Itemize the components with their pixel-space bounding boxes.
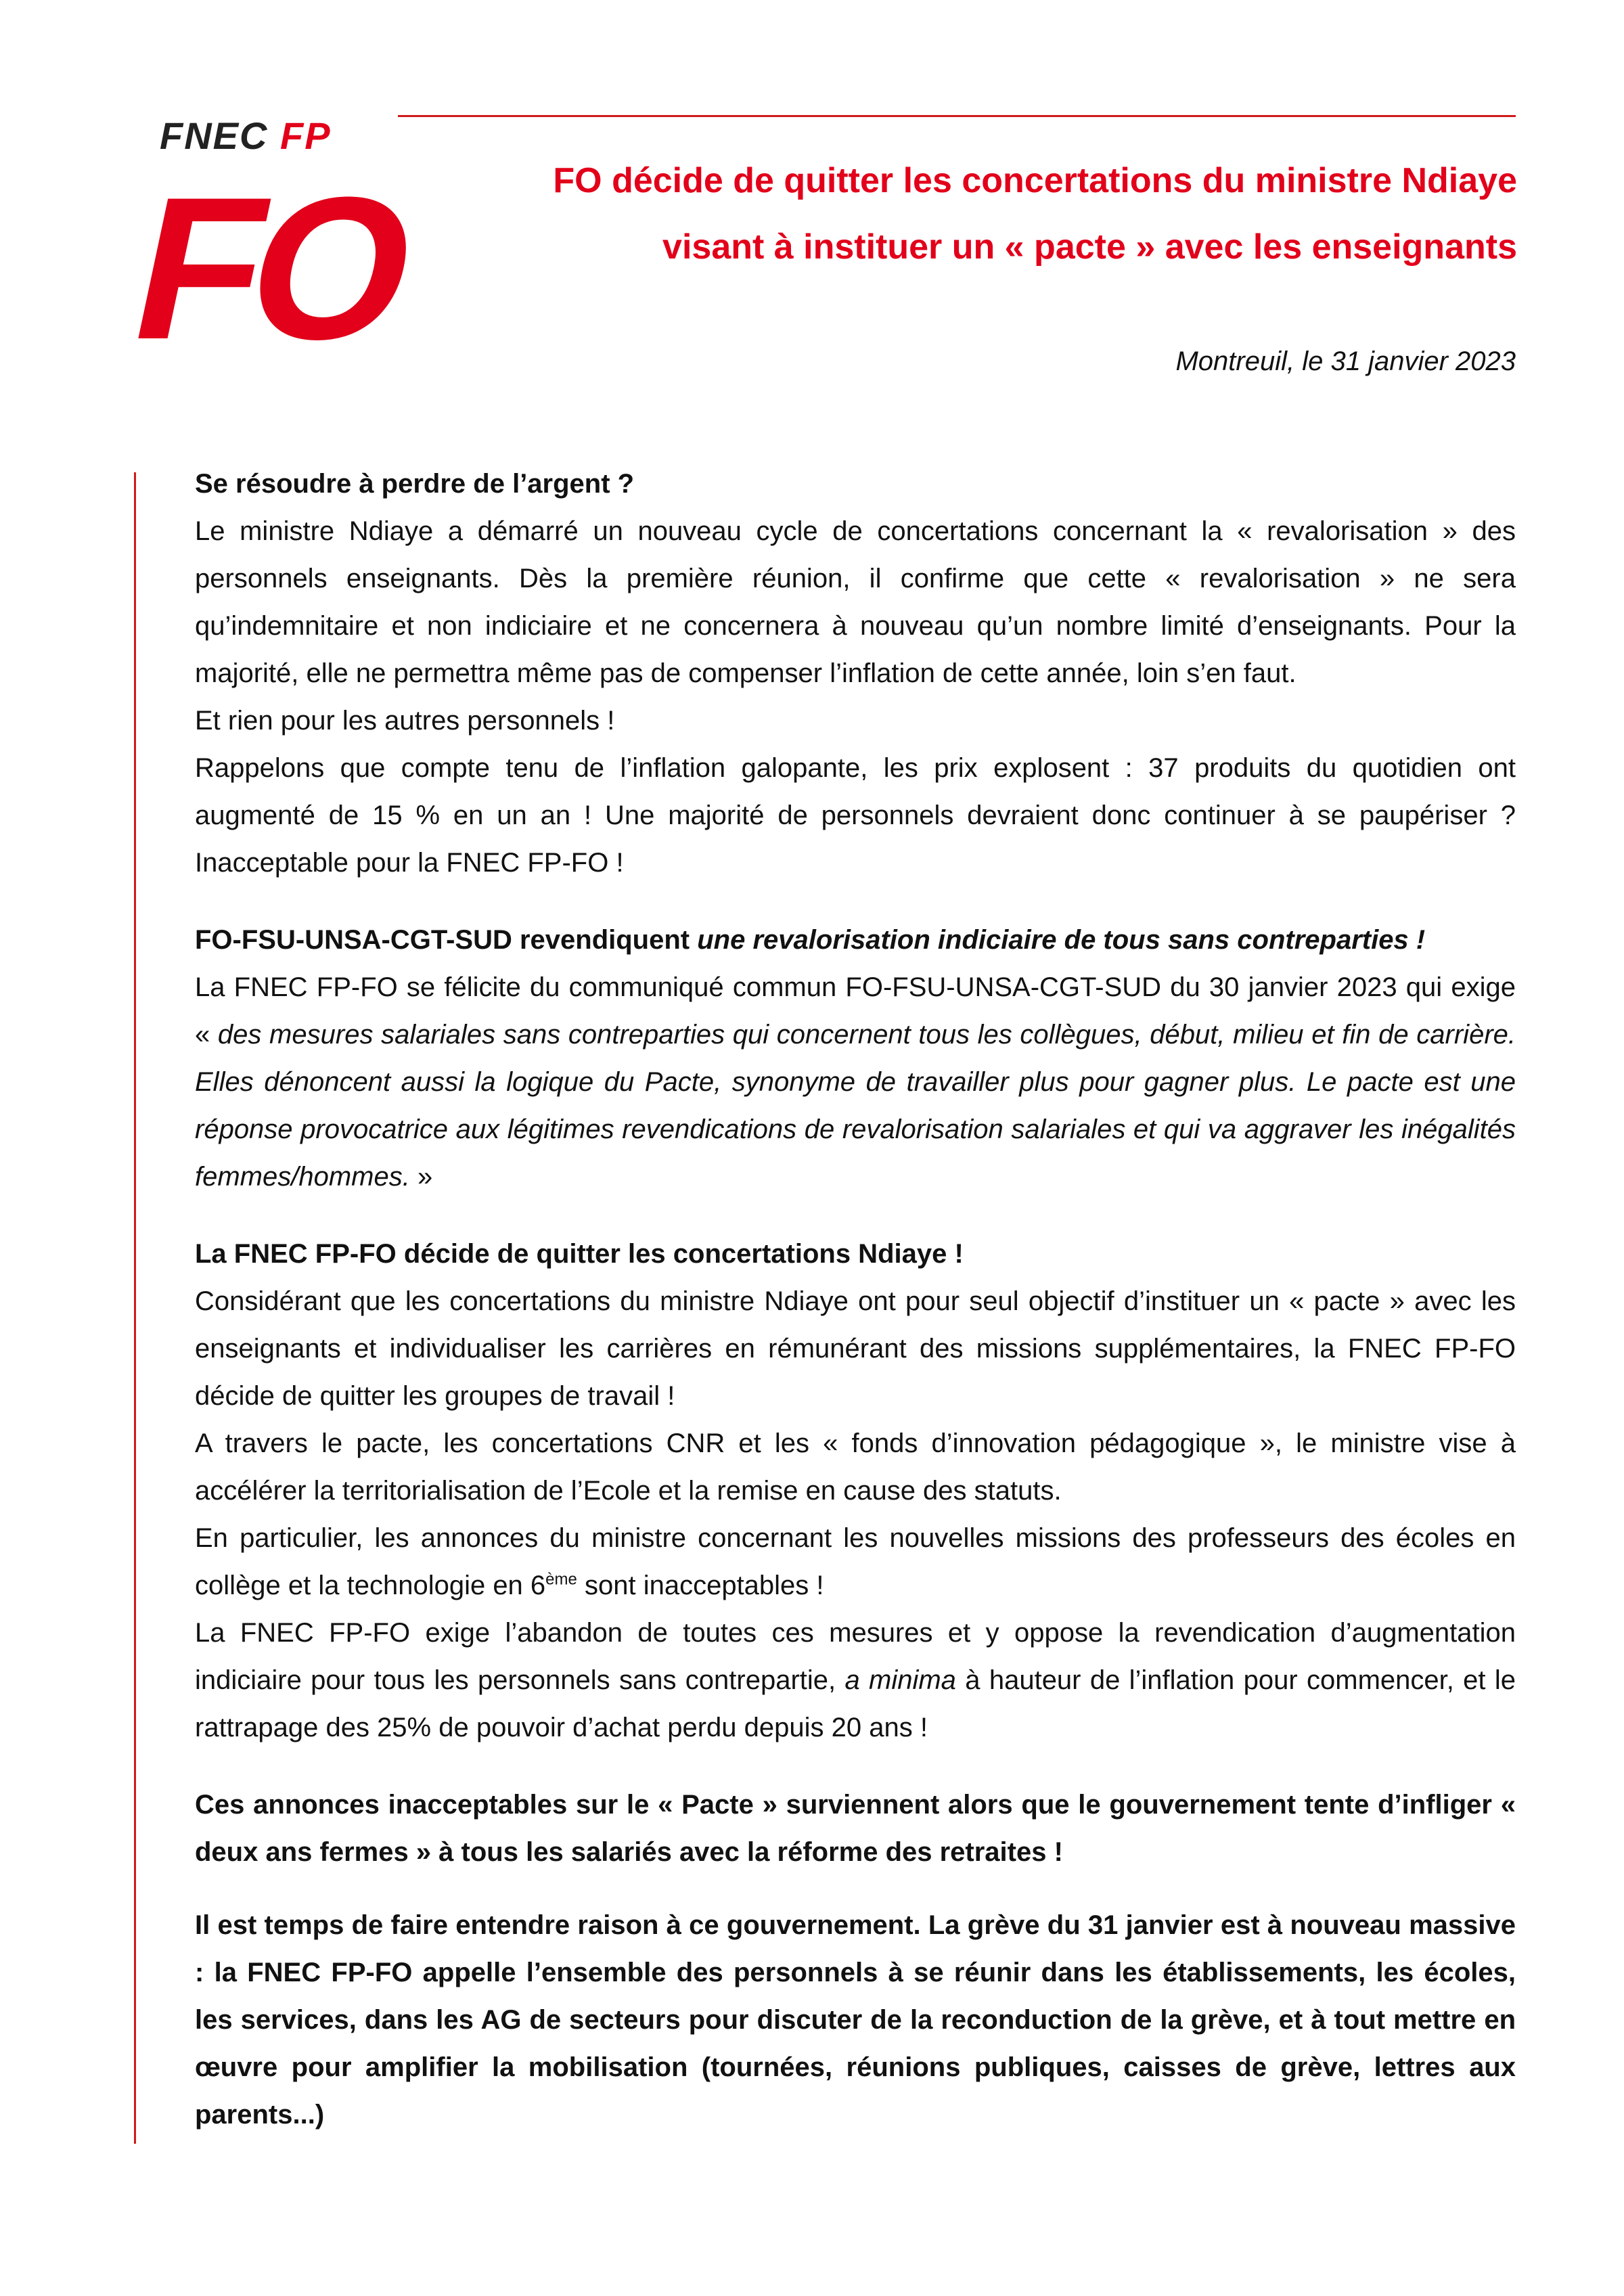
section-1-paragraph-3: Rappelons que compte tenu de l’inflation galopante, les prix explosent : 37 produits du quotidien ont augmenté de 15 % en un an ! Une majorité de personnels devraient donc continuer à se paupériser ? Inacceptable pour la FNEC FP-FO !	[195, 753, 1516, 878]
section-3-heading: La FNEC FP-FO décide de quitter les concertations Ndiaye !	[195, 1239, 964, 1269]
section-3-p4-end: à hauteur de l’inflation pour commencer, et le rattrapage des 25% de pouvoir d’achat perdu depuis 20 ans !	[195, 1665, 1516, 1742]
logo-fo-text: FO	[115, 155, 427, 382]
section-2-quote-end: »	[409, 1162, 433, 1192]
section-2-intro: La FNEC FP-FO se félicite du communiqué commun FO-FSU-UNSA-CGT-SUD du 30 janvier 2023 qui exige «	[195, 972, 1516, 1050]
section-2-paragraph-1	[195, 964, 1516, 1200]
section-3-p4-text: La FNEC FP-FO exige l’abandon de toutes ces mesures et y oppose la revendication d’augmentation indiciaire pour tous les personnels sans contrepartie,	[195, 1618, 1516, 1695]
dateline: Montreuil, le 31 janvier 2023	[1175, 346, 1516, 376]
section-3-p4-italic: a minima	[844, 1665, 956, 1695]
section-1-heading: Se résoudre à perdre de l’argent ?	[195, 469, 635, 499]
section-4-paragraph: Ces annonces inacceptables sur le « Pacte » surviennent alors que le gouvernement tente d’infliger « deux ans fermes » à tous les salariés avec la réforme des retraites !	[195, 1790, 1516, 1867]
logo-fnec-text: FNEC	[160, 114, 269, 157]
section-5-paragraph: Il est temps de faire entendre raison à ce gouvernement. La grève du 31 janvier est à nouveau massive : la FNEC FP-FO appelle l’ensemble des personnels à se réunir dans les établissements, les écoles, les services, dans les AG de secteurs pour discuter de la reconduction de la grève, et à tout mettre en œuvre pour amplifier la mobilisation (tournées, réunions publiques, caisses de grève, lettres aux parents...)	[195, 1910, 1516, 2130]
section-3-paragraph-3	[195, 1514, 1516, 1609]
margin-rule	[134, 472, 136, 2144]
logo-fp-text: FP	[280, 114, 332, 157]
section-1-paragraph-1: Le ministre Ndiaye a démarré un nouveau cycle de concertations concernant la « revalorisation » des personnels enseignants. Dès la première réunion, il confirme que cette « revalorisation » ne sera qu’indemnitaire et non indiciaire et ne concernera à nouveau qu’un nombre limité d’enseignants. Pour la majorité, elle ne permettra même pas de compenser l’inflation de cette année, loin s’en faut.	[195, 516, 1516, 688]
header-rule	[398, 115, 1516, 117]
logo-fo-mark	[115, 155, 427, 382]
section-1-paragraph-2: Et rien pour les autres personnels !	[195, 706, 615, 736]
fnec-fp-fo-logo	[115, 114, 427, 382]
section-3-p3-text: En particulier, les annonces du ministre concernant les nouvelles missions des professeurs des écoles en collège et la technologie en 6	[195, 1523, 1516, 1600]
document-body	[195, 460, 1516, 2138]
title-line-2: visant à instituer un « pacte » avec les enseignants	[662, 227, 1517, 267]
section-3-p3-superscript: ème	[545, 1570, 577, 1589]
section-2-quote: des mesures salariales sans contreparties qui concernent tous les collègues, début, milieu et fin de carrière. Elles dénoncent aussi la logique du Pacte, synonyme de travailler plus pour gagner plus. Le pacte est une réponse provocatrice aux légitimes revendications de revalorisation salariales et qui va aggraver les inégalités femmes/hommes.	[195, 1020, 1516, 1192]
section-2-heading-bold: FO-FSU-UNSA-CGT-SUD revendiquent	[195, 925, 698, 955]
section-2-heading-emphasis: une revalorisation indiciaire de tous sans contreparties !	[697, 925, 1426, 955]
page-title	[433, 148, 1517, 280]
section-3-paragraph-4	[195, 1609, 1516, 1751]
title-line-1: FO décide de quitter les concertations du ministre Ndiaye	[553, 161, 1517, 200]
section-2-heading	[195, 916, 1516, 964]
logo-wordmark-top	[160, 114, 332, 158]
section-3-paragraph-2: A travers le pacte, les concertations CNR et les « fonds d’innovation pédagogique », le ministre vise à accélérer la territorialisation de l’Ecole et la remise en cause des statuts.	[195, 1428, 1516, 1506]
section-3-p3-end: sont inacceptables !	[577, 1571, 824, 1600]
section-3-paragraph-1: Considérant que les concertations du ministre Ndiaye ont pour seul objectif d’instituer un « pacte » avec les enseignants et individualiser les carrières en rémunérant des missions supplémentaires, la FNEC FP-FO décide de quitter les groupes de travail !	[195, 1286, 1516, 1411]
